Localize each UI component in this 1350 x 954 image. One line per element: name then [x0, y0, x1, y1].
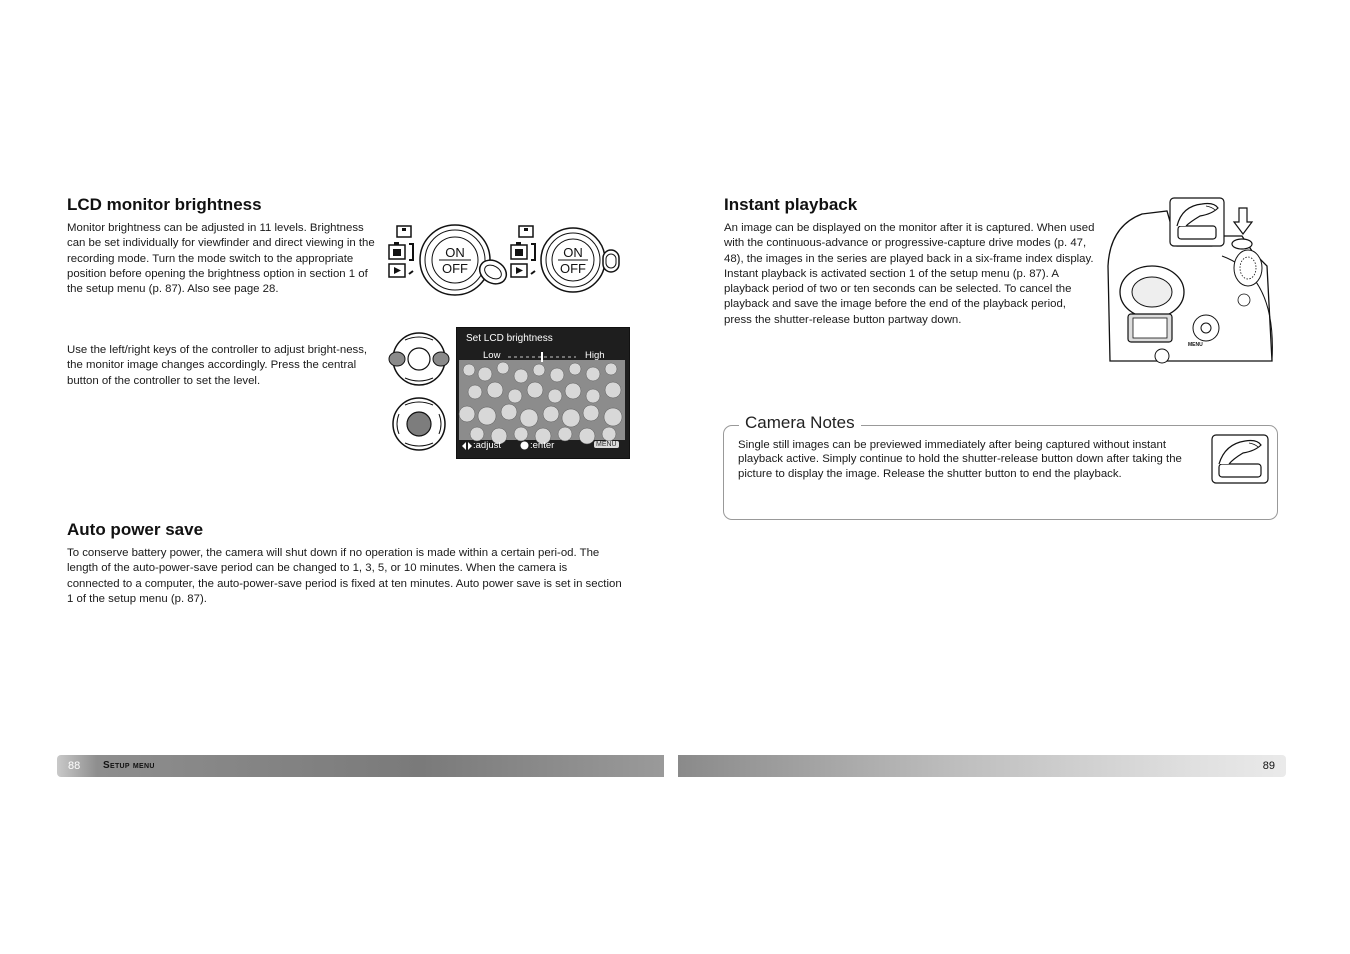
- viewfinder-icon: [511, 242, 535, 260]
- page-number-right: 89: [1262, 760, 1275, 772]
- playback-icon: [511, 264, 535, 277]
- camera-illustration-icon: [1102, 196, 1282, 366]
- switch-off-label: OFF: [442, 261, 468, 276]
- auto-power-save-heading: Auto power save: [67, 520, 204, 539]
- instant-playback-heading: Instant playback: [724, 195, 858, 214]
- down-arrow-icon: [1234, 208, 1252, 234]
- mode-switch-right: [511, 226, 619, 292]
- auto-power-save-para: To conserve battery power, the camera will shut down if no operation is made within a certain peri-od. The length of the auto-power-save period can be changed to 1, 3, 5, or 10 minutes. When the camera is connected to a computer, the auto-power-save period is fixed at ten minutes. Auto power save is set in section 1 of the setup menu (p. 87).: [67, 547, 622, 605]
- camera-notes-text: Single still images can be previewed immediately after being captured without instant playback active. Simply continue to hold the shutter-release button down after taking the picture to display the image. Release the shutter button to end the playback.: [738, 439, 1182, 480]
- svg-text:MENU: MENU: [1188, 342, 1203, 348]
- footer-left-bar: [57, 755, 664, 777]
- finger-press-icon: [1211, 434, 1269, 484]
- finger-press-icon: [1170, 198, 1224, 246]
- page-number-left: 88: [68, 760, 81, 772]
- flower-photo: [459, 360, 625, 440]
- mode-switch-left: [389, 225, 511, 295]
- footer-right-bar: [678, 755, 1286, 777]
- playback-icon: [389, 264, 413, 277]
- lcd-brightness-para2: Use the left/right keys of the controller to adjust bright-ness, the monitor image changes accordingly. Press the central button of the controller to set the level.: [67, 344, 368, 387]
- camera-icon: [397, 226, 411, 237]
- controller-icon: [393, 398, 445, 450]
- footer-section-label: Setup menu: [103, 760, 155, 771]
- lcd-adjust-label: :adjust: [473, 440, 501, 451]
- brightness-slider: [508, 352, 576, 362]
- viewfinder-icon: [389, 242, 413, 260]
- lcd-screen-title: Set LCD brightness: [466, 333, 553, 344]
- camera-icon: [519, 226, 533, 237]
- mode-switch-illustration: [385, 220, 635, 300]
- lcd-brightness-heading: LCD monitor brightness: [67, 195, 262, 214]
- lcd-enter-label: :enter: [530, 440, 555, 451]
- left-right-arrow-icon: [462, 442, 472, 450]
- camera-notes-title: Camera Notes: [739, 413, 861, 433]
- switch-on-label: ON: [563, 245, 583, 260]
- lcd-high-label: High: [585, 350, 605, 361]
- instant-playback-para: An image can be displayed on the monitor after it is captured. When used with the continuous-advance or progressive-capture drive modes (p. 47, 48), the images in the series are played back in a six-frame index display. Instant playback is activated section 1 of the setup menu (p. 87). A playback period of two or ten seconds can be selected. To cancel the playback and save the image before the end of the playback period, press the shutter-release button partway down.: [724, 222, 1095, 326]
- controller-icon: [389, 333, 449, 385]
- lcd-menu-badge: MENU: [596, 441, 617, 448]
- lcd-low-label: Low: [483, 350, 501, 361]
- enter-dot-icon: [520, 441, 529, 450]
- switch-off-label: OFF: [560, 261, 586, 276]
- switch-on-label: ON: [445, 245, 465, 260]
- controller-illustration: [385, 332, 455, 457]
- lcd-brightness-para1: Monitor brightness can be adjusted in 11 levels. Brightness can be set individually for viewfinder and direct viewing in the recording mode. Turn the mode switch to the appropriate position before opening the brightness option in section 1 of the setup menu (p. 87). Also see page 28.: [67, 222, 375, 296]
